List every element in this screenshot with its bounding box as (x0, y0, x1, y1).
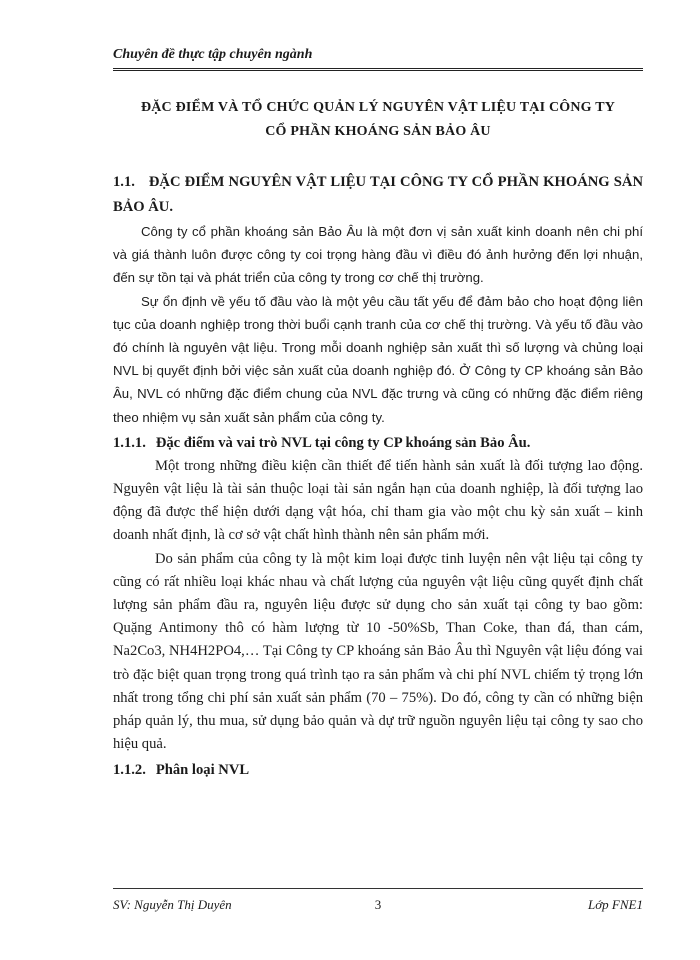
section-title-text: Đặc điểm và vai trò NVL tại công ty CP khoáng sản Bảo Âu. (155, 434, 531, 451)
paragraph: Do sản phẩm của công ty là một kim loại được tinh luyện nên vật liệu tại công ty cũng có rất nhiều loại khác nhau và chất lượng của nguyên vật liệu cũng quyết định chất lượng sản phẩm đầu ra, nguyên liệu được sử dụng cho sản xuất tại công ty bao gồm: Quặng Antimony thô có hàm lượng từ 10 -50%Sb, Than Coke, than đá, than cám, Na2Co3, NH4H2PO4,… Tại Công ty CP khoáng sản Bảo Âu thì Nguyên vật liệu đóng vai trò đặc biệt quan trọng trong quá trình tạo ra sản phẩm và chi phí NVL chiếm tỷ trọng lớn nhất trong tổng chi phí sản xuất sản phẩm (70 – 75%). Do đó, công ty cần có những biện pháp quản lý, thu mua, sử dụng bảo quản và dự trữ nguồn nguyên liệu tại công ty sao cho hiệu quả. (113, 550, 643, 753)
paragraph: Công ty cổ phần khoáng sản Bảo Âu là một đơn vị sản xuất kinh doanh nên chi phí và giá thành luôn được công ty coi trọng hàng đầu vì điều đó ảnh hưởng đến lợi nhuận, đến sự tồn tại và phát triển của công ty trong cơ chế thị trường. (113, 224, 643, 286)
section-heading-1-1-2 (113, 758, 643, 782)
header-double-rule (113, 68, 643, 71)
section-heading-1-1-1 (113, 431, 643, 455)
page-number: 3 (374, 897, 382, 912)
paragraph: Một trong những điều kiện cần thiết để tiến hành sản xuất là đối tượng lao động. Nguyên vật liệu là tài sản thuộc loại tài sản ngắn hạn của doanh nghiệp, là đối tượng lao động đã được thể hiện dưới dạng vật hóa, chỉ tham gia vào một chu kỳ sản xuất – kinh doanh nhất định, là cơ sở vật chất hình thành nên sản phẩm mới. (113, 457, 643, 544)
section-number: 1.1. (113, 174, 135, 190)
body-content (113, 170, 643, 782)
section-title-text: Phân loại NVL (155, 762, 250, 779)
footer-rule (113, 888, 643, 889)
chapter-title (113, 96, 643, 144)
section-heading-1-1 (113, 170, 643, 220)
paragraph: Sự ổn định về yếu tố đầu vào là một yêu cầu tất yếu để đảm bảo cho hoạt động liên tục của doanh nghiệp trong thời buổi cạnh tranh của cơ chế thị trường. Và yếu tố đầu vào đó chính là nguyên vật liệu. Trong mỗi doanh nghiệp sản xuất thì số lượng và chủng loại NVL bị quyết định bởi việc sản xuất của doanh nghiệp đó. Ở Công ty CP khoáng sản Bảo Âu, NVL có những đặc điểm chung của NVL đặc trưng và cũng có những đặc điểm riêng theo nhiệm vụ sản xuất sản phẩm của công ty. (113, 293, 643, 425)
section-number: 1.1.1. (113, 434, 146, 451)
chapter-title-line-1: ĐẶC ĐIỂM VÀ TỔ CHỨC QUẢN LÝ NGUYÊN VẬT LIỆU TẠI CÔNG TY (140, 100, 616, 115)
page-footer (113, 896, 643, 914)
running-header: Chuyên đề thực tập chuyên ngành (113, 47, 313, 62)
student-name: SV: Nguyễn Thị Duyên (113, 897, 232, 912)
class-code: Lớp FNE1 (588, 897, 643, 912)
section-title-text: ĐẶC ĐIỂM NGUYÊN VẬT LIỆU TẠI CÔNG TY CỔ PHẦN KHOÁNG SẢN BẢO ÂU. (113, 174, 643, 215)
chapter-title-line-2: CỔ PHẦN KHOÁNG SẢN BẢO ÂU (265, 124, 491, 139)
section-number: 1.1.2. (113, 762, 146, 779)
